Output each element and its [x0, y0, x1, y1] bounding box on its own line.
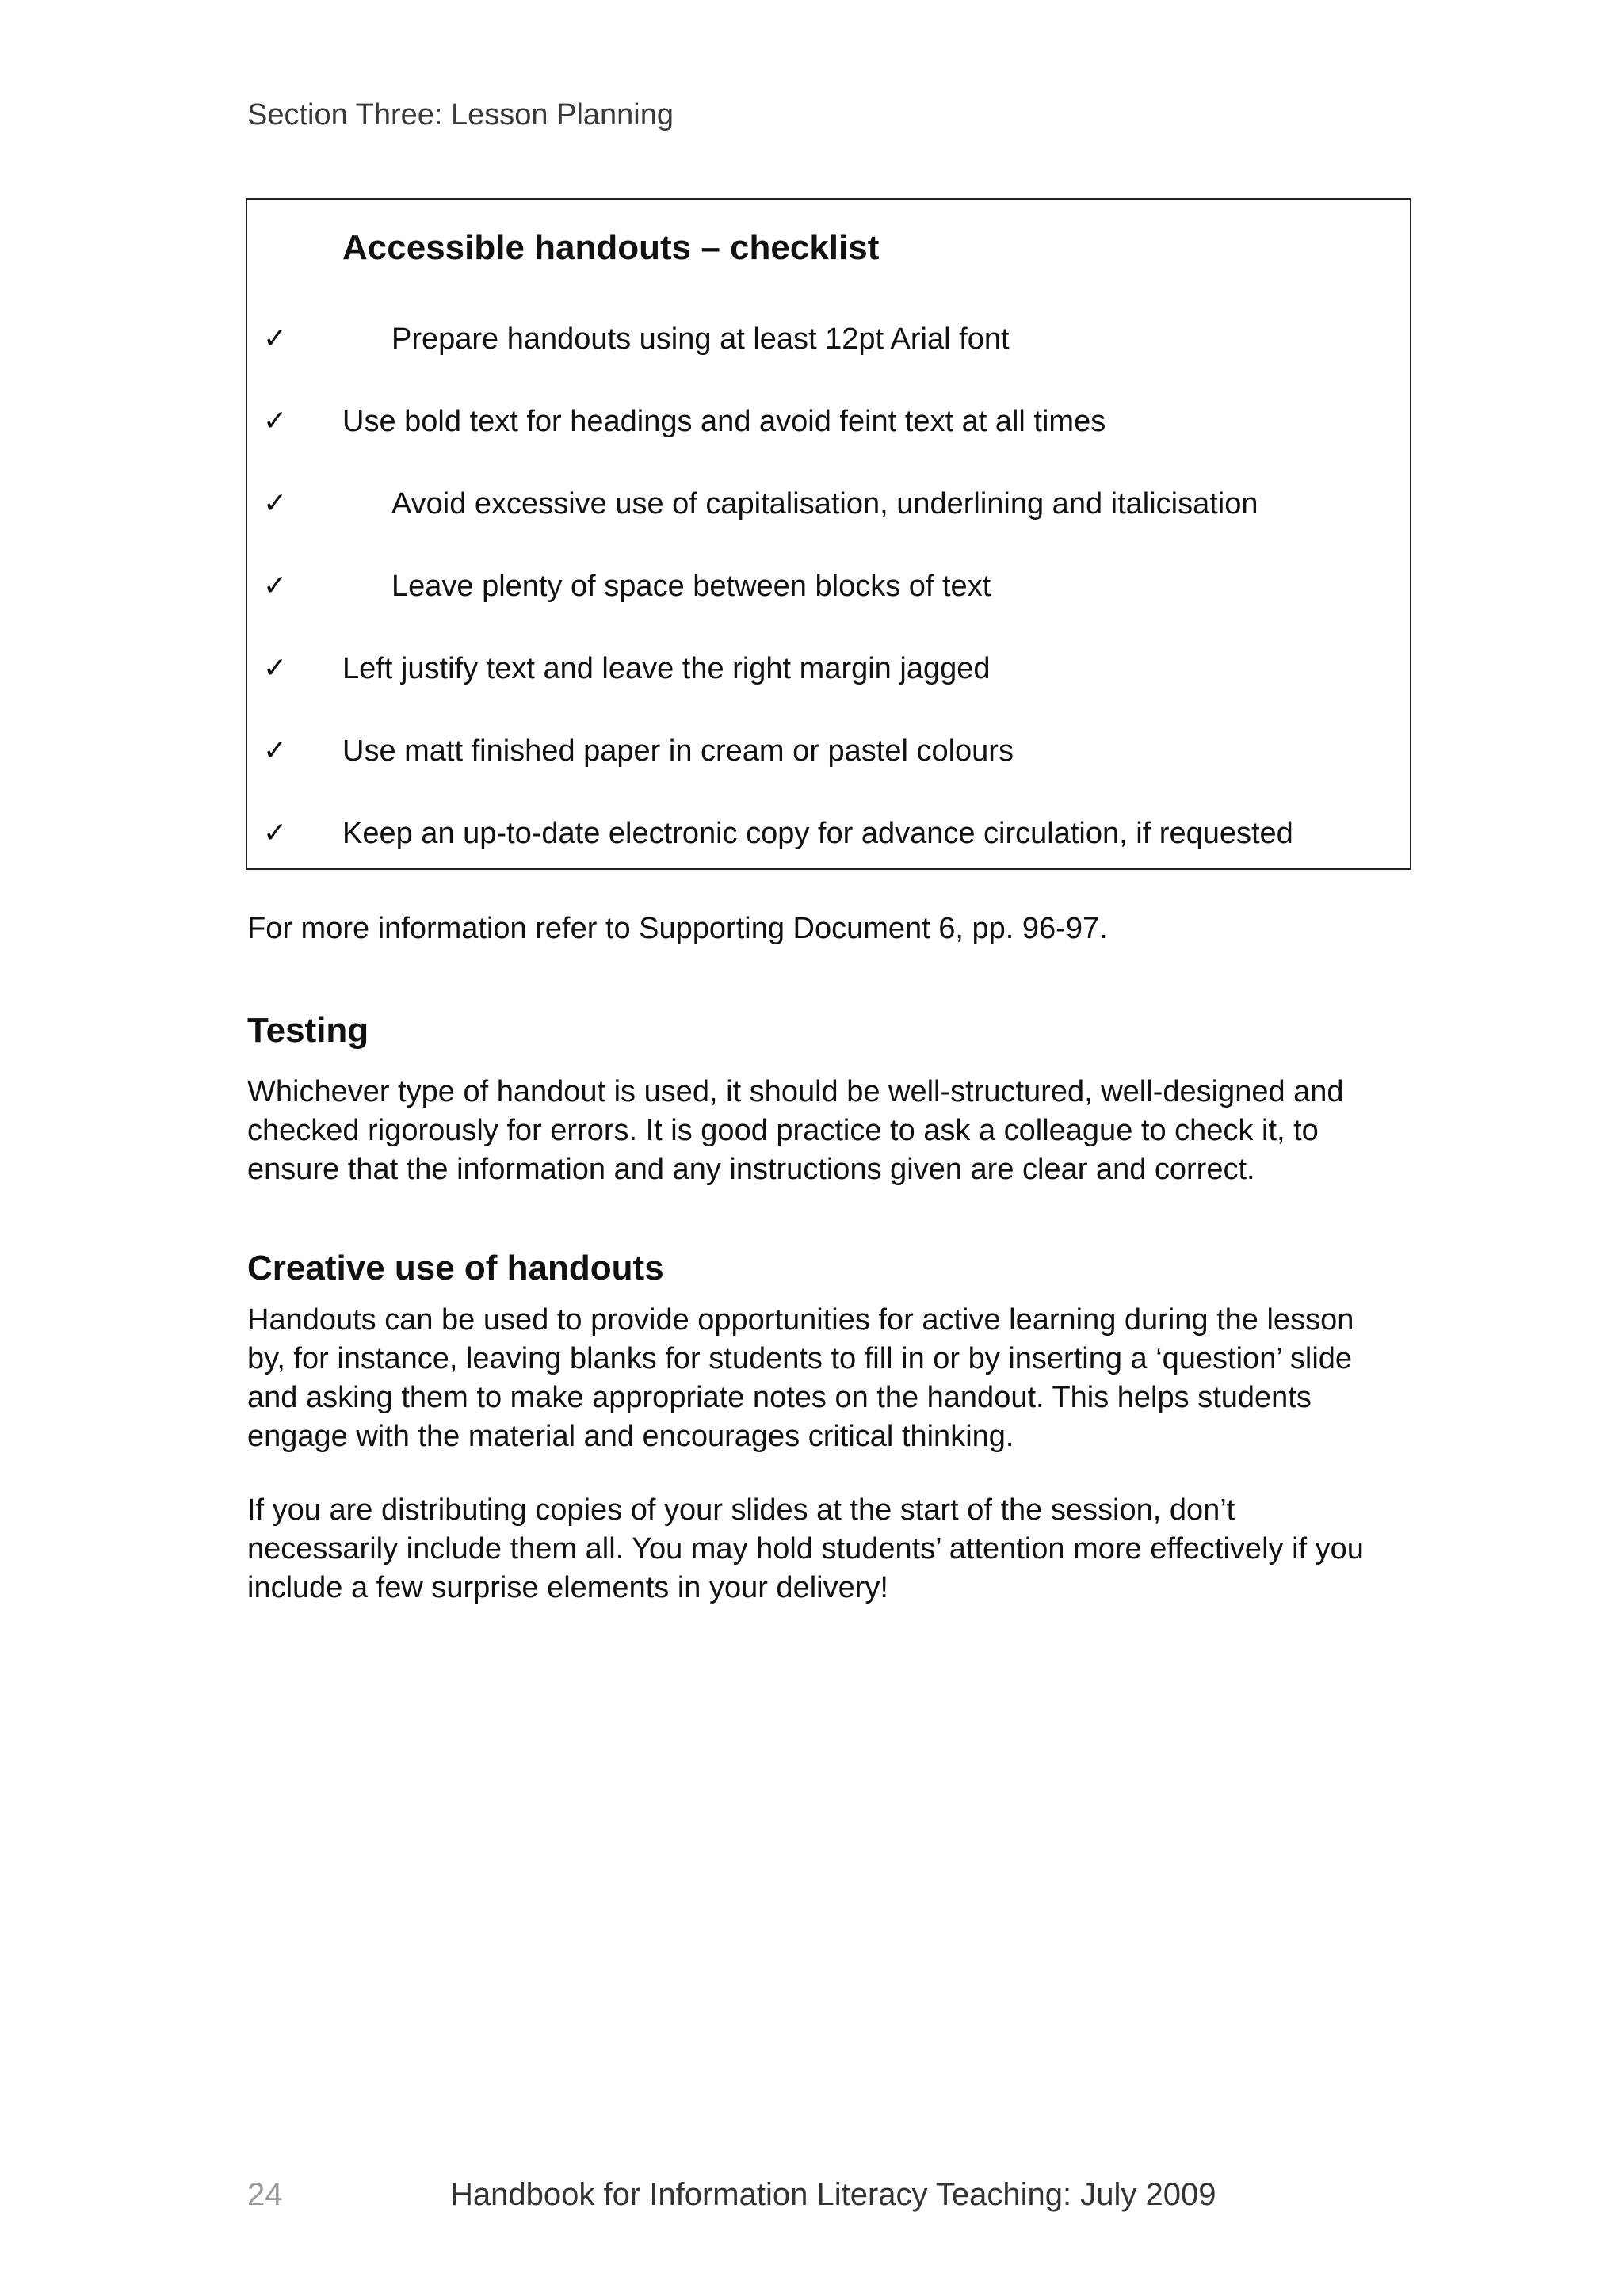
paragraph-line: necessarily include them all. You may hold students’ attention more effectively if you: [247, 1532, 1364, 1566]
footer-title: Handbook for Information Literacy Teaching: July 2009: [450, 2177, 1216, 2212]
creative-paragraph-2: [247, 1491, 1364, 1608]
paragraph-line: by, for instance, leaving blanks for students to fill in or by inserting a ‘question’ slide: [247, 1342, 1353, 1375]
accessible-handouts-checklist: [246, 198, 1411, 870]
checklist-item: [247, 645, 1410, 692]
paragraph-line: checked rigorously for errors. It is good practice to ask a colleague to check it, to: [247, 1114, 1319, 1147]
creative-paragraph-1: [247, 1301, 1354, 1456]
paragraph-line: ensure that the information and any instructions given are clear and correct.: [247, 1153, 1255, 1186]
checkmark-icon: ✓: [263, 817, 288, 849]
paragraph-line: include a few surprise elements in your delivery!: [247, 1571, 888, 1604]
checklist-item-text: Avoid excessive use of capitalisation, underlining and italicisation: [391, 487, 1258, 521]
checklist-item-text: Use matt finished paper in cream or pastel colours: [342, 734, 1014, 768]
checkmark-icon: ✓: [263, 734, 288, 767]
paragraph-line: engage with the material and encourages critical thinking.: [247, 1420, 1014, 1453]
checklist-item: [247, 315, 1410, 363]
testing-heading: Testing: [247, 1011, 369, 1050]
checklist-item-text: Leave plenty of space between blocks of text: [391, 570, 991, 603]
checklist-item-text: Use bold text for headings and avoid feint text at all times: [342, 405, 1106, 438]
checklist-item: [247, 480, 1410, 528]
paragraph-line: and asking them to make appropriate notes on the handout. This helps students: [247, 1381, 1312, 1414]
checklist-title: Accessible handouts – checklist: [342, 228, 880, 267]
testing-paragraph: [247, 1073, 1344, 1189]
checklist-item-text: Prepare handouts using at least 12pt Arial font: [391, 322, 1010, 356]
checklist-item: [247, 727, 1410, 775]
checkmark-icon: ✓: [263, 322, 288, 355]
checkmark-icon: ✓: [263, 487, 288, 520]
running-head: Section Three: Lesson Planning: [247, 98, 674, 132]
checklist-item: [247, 398, 1410, 445]
creative-heading: Creative use of handouts: [247, 1249, 664, 1287]
checklist-item: [247, 810, 1410, 857]
paragraph-line: Handouts can be used to provide opportunities for active learning during the lesson: [247, 1303, 1354, 1337]
paragraph-line: Whichever type of handout is used, it should be well-structured, well-designed and: [247, 1075, 1344, 1108]
checkmark-icon: ✓: [263, 405, 288, 437]
checkmark-icon: ✓: [263, 652, 288, 685]
checklist-item-text: Keep an up-to-date electronic copy for advance circulation, if requested: [342, 817, 1293, 850]
page-number: 24: [247, 2177, 283, 2212]
paragraph-line: If you are distributing copies of your slides at the start of the session, don’t: [247, 1493, 1235, 1527]
more-info-text: For more information refer to Supporting Document 6, pp. 96-97.: [247, 912, 1108, 945]
checkmark-icon: ✓: [263, 570, 288, 602]
checklist-item-text: Left justify text and leave the right margin jagged: [342, 652, 991, 685]
checklist-item: [247, 563, 1410, 610]
